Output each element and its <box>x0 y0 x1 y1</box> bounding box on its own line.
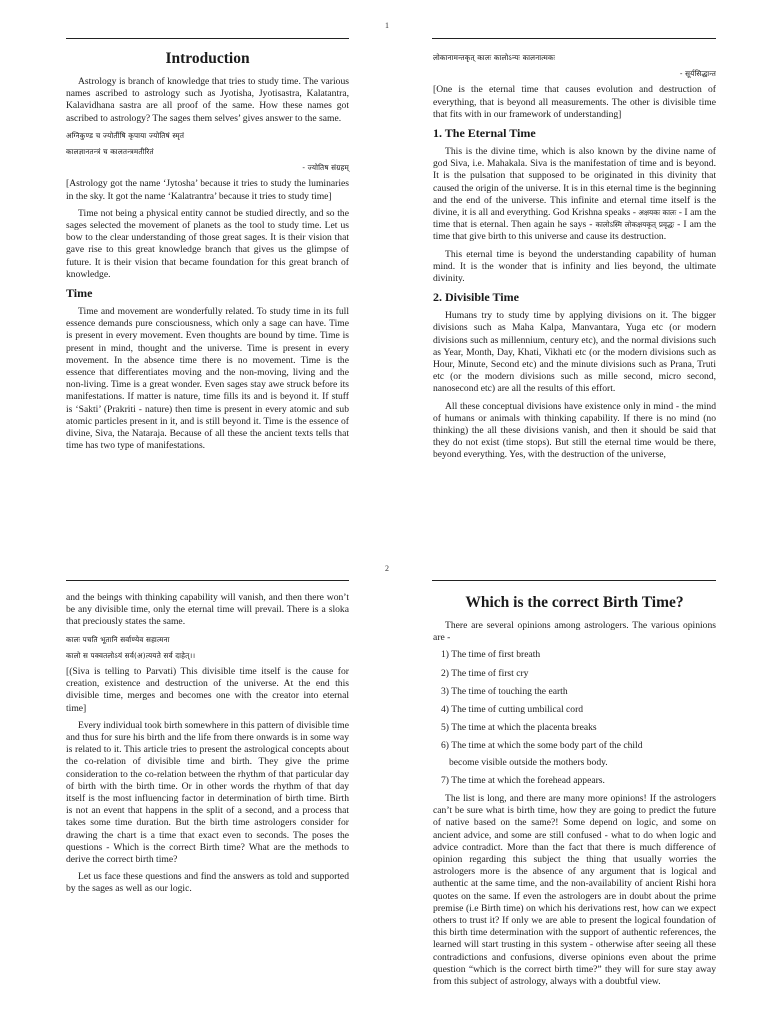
page-number: 2 <box>385 564 389 573</box>
paragraph <box>433 146 716 244</box>
page2-right-column <box>433 588 716 993</box>
list-item: 1) The time of first breath <box>441 649 541 661</box>
page2-left-column <box>66 592 349 901</box>
sanskrit-sloka: अग्निकुण्ड च ज्योतींषि कृपाया ज्योतिषं स्मृतं <box>66 130 185 140</box>
top-rule-right <box>432 38 716 39</box>
page-number: 1 <box>385 21 389 30</box>
section-heading: Time <box>66 286 93 301</box>
paragraph: Humans try to study time by applying divisions on it. The bigger divisions such as Maha Kalpa, Manvantara, Yuga etc (or modern divisions such as millennium, century etc), and the normal divisions such as Year, Month, Day, Khati, Vikhati etc (or the modern divisions such as Hour, Minute, Second etc) and the minute divisions such as Prana, Truti etc (or the modern divisions such as mille second, micro second, nanosecond etc) are all the results of this effort. <box>433 310 716 395</box>
paragraph: Time and movement are wonderfully related. To study time in its full essence demands pure consciousness, which only a sage can have. Time is present in every movement. Even thoughts are bound by time. Time is present in mind, thought and the universe. Time is present in every movement. In the absence time there is no movement. Time is the essence that differentiates moving and the non-moving, living and the non-living. Time is a great wonder. Even sages stay awe struck before its manifestations. If matter is nature, time fills its and is beyond it. If stuff is ‘Sakti’ (Prakriti - nature) then time is present in every atomic and sub atomic particles present in it, and is still beyond it. Time is the essence of divine, Siva, the Nataraja. Because of all these the ancient texts tells that time has two type of manifestations. <box>66 306 349 452</box>
sanskrit-sloka: कालज्ञानतन्त्रं च कालतन्त्रमतीरितं <box>66 147 154 157</box>
page1-left-column <box>66 44 349 457</box>
page-title: Introduction <box>165 50 250 67</box>
top-rule-left <box>66 580 349 581</box>
top-rule-left <box>66 38 349 39</box>
text-run: - I am the time that give birth to this universe and cause its destruction. <box>433 219 717 243</box>
page-title: Which is the correct Birth Time? <box>465 594 684 611</box>
list-item: 6) The time at which the some body part of the child <box>441 740 643 752</box>
list-item: 5) The time at which the placenta breaks <box>441 722 597 734</box>
list-item-continuation: become visible outside the mothers body. <box>449 756 608 768</box>
paragraph: Every individual took birth somewhere in this pattern of divisible time and thus for sure his birth and the life from there onwards is in some way is related to it. This article tries to present the astrological concepts about the co-relation of divisible time and birth. They give the prime consideration to the co-relation between the rhythm of that particular day of birth with the birth time. Or in other words the rhythm of that day itself is the most influencing factor in determination of birth time. Birth is not an event that happens in the split of a second, and a process that takes some time duration. But the birth time astrologers consider for drawing the chart is a time that exact even to seconds. The poses the questions - Which is the correct Birth time? What are the methods to derive the correct birth time? <box>66 719 349 866</box>
paragraph: Astrology is branch of knowledge that tries to study time. The various names ascribed to astrology such as Jyotisha, Jyotisastra, Kalatantra, Kalavidhana sastra are all proof of the same. How these names got ascribed to astrology? The sages them selves’ gives answer to the same. <box>66 76 349 124</box>
list-item: 4) The time of cutting umbilical cord <box>441 704 584 716</box>
list-item: 7) The time at which the forehead appears. <box>441 774 605 786</box>
paragraph: The list is long, and there are many more opinions! If the astrologers can’t be sure what is birth time, how they are going to predict the future of native based on the same?! Some depend on logic, and some on ancient advice, and some are still confused - what to do when logic and advice contradict. More than the fact that there is much difference of opinion regarding this subject the thing that usually worries the astrologers more is the absence of any argument that is logical and authentic at the same time, and the non-availability of ancient Rishi hora quotes on the same. If even the astrologers are in doubt about the prime premise (i.e Birth time) on which his derivations rest, how can we expect others to trust it? If only we are able to present the logical foundation of this birth time determination with the support of authentic references, the learned will start trusting in this system - otherwise after seeing all these contradictions and confusions, diverse opinions even about the prime question “which is the correct birth time?” they will for sure stay away from this subject of astrology, always with a doubtful view. <box>433 793 716 988</box>
translation: [(Siva is telling to Parvati) This divisible time itself is the cause for creation, existence and destruction of the universe. At the end this divisible time, merges and becomes one with the creator into eternal time] <box>66 666 349 714</box>
sloka-source: - ज्योतिष संग्रहम् <box>302 163 349 173</box>
section-heading: 2. Divisible Time <box>433 290 519 305</box>
sanskrit-sloka: लोकानामन्तकृत् कालः कालोऽन्यः कालनात्मकः <box>433 53 556 62</box>
sanskrit-sloka: कालः पचति भूतानि सर्वाण्येव सहात्मना <box>66 634 170 644</box>
sloka-source: - सूर्यसिद्धान्त <box>679 69 716 79</box>
list-item: 2) The time of first cry <box>441 667 529 679</box>
inline-sloka: कालोऽस्मि लोकक्षयकृत् प्रवृद्धः <box>595 220 675 230</box>
paragraph: There are several opinions among astrologers. The various opinions are - <box>433 620 716 644</box>
top-rule-right <box>432 580 716 581</box>
text-run: - I am the time that is eternal. Then again he says - <box>433 207 717 231</box>
paragraph: Time not being a physical entity cannot be studied directly, and so the sages selected the movement of planets as the tool to study time. Let us bow to the clear understanding of those great sages. It is their vision that gave rise to this great knowledge branch that gives us the glimpse of future. It is their vision that became foundation for this great branch of knowledge. <box>66 207 349 280</box>
paragraph: and the beings with thinking capability will vanish, and then there won’t be any divisible time, only the eternal time will prevail. There is a sloka that preciously states the same. <box>66 592 349 628</box>
section-heading: 1. The Eternal Time <box>433 126 536 141</box>
paragraph: This eternal time is beyond the understanding capability of human mind. It is the wonder that is infinity and lies beyond, the ultimate divinity. <box>433 248 716 285</box>
page1-right-column <box>433 52 716 467</box>
paragraph: Let us face these questions and find the answers as told and supported by the sages as well as our logic. <box>66 871 349 895</box>
inline-sloka: अक्षयकः कालः <box>638 208 677 218</box>
sanskrit-sloka: कालो स पक्वतलोऽयं सर्व(अ)त्ययते सर्व दाहेत्।। <box>66 650 196 660</box>
birth-time-options-list <box>433 649 716 787</box>
paragraph: All these conceptual divisions have existence only in mind - the mind of humans or animals with thinking capability. If there is no mind (no thinking) the all these divisions vanish, and then it should be said that they do not exist (time stops). But still the eternal time would be there, beyond everything. Yes, with the destruction of the universe, <box>433 400 716 461</box>
translation: [One is the eternal time that causes evolution and destruction of everything, that is beyond all measurements. The other is divisible time that fits with in our framework of understanding] <box>433 84 716 120</box>
text-run: This is the divine time, which is also known by the divine name of god Siva, i.e. Mahakala. Siva is the manifestation of time and is beyond. It is the pulsation that supposed to be originated in this divinity that caused the origin of the universe. It is in this eternal time is the beginning and the end of the universe. This infinite and eternal time itself is the divine, it is all and everything. God Krishna speaks - <box>433 146 716 219</box>
list-item: 3) The time of touching the earth <box>441 685 568 697</box>
translation: [Astrology got the name ‘Jytosha’ because it tries to study the luminaries in the sky. It got the name ‘Kalatrantra’ because it tries to study time] <box>66 178 349 202</box>
